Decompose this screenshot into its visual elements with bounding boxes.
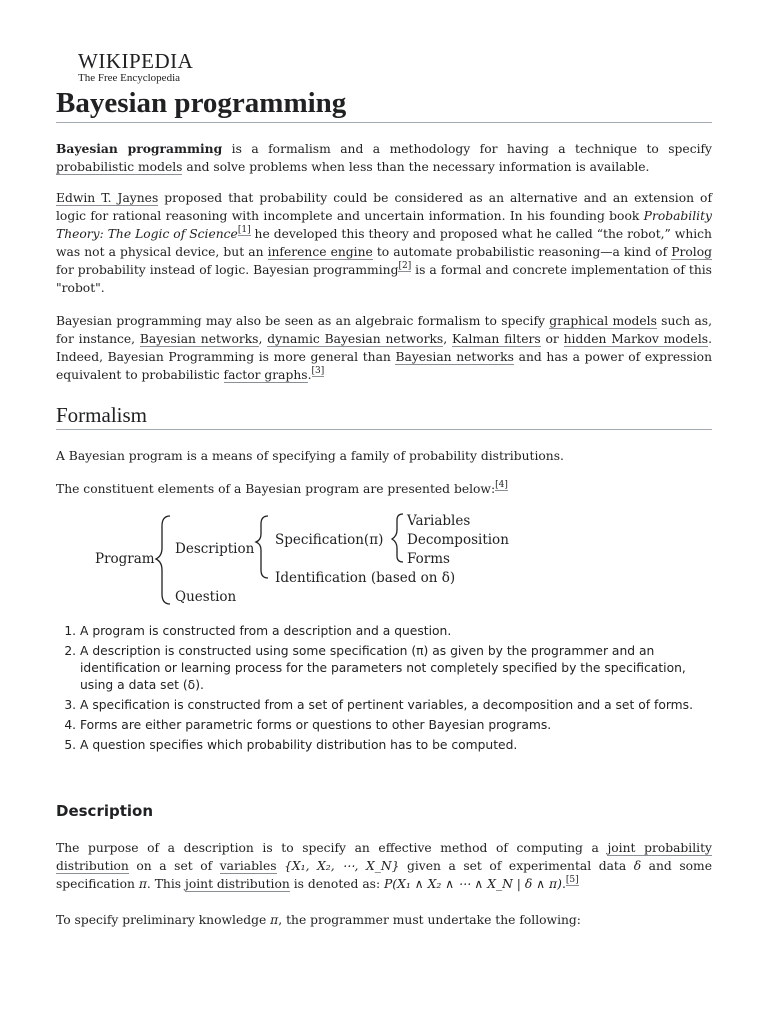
text: , the programmer must undertake the following: bbox=[278, 913, 581, 927]
text: to automate probabilistic reasoning—a kind of bbox=[372, 245, 672, 259]
text: , bbox=[443, 332, 452, 346]
link-inference-engine[interactable]: inference engine bbox=[267, 245, 373, 259]
text: and has a power of expression equivalent to probabilistic bbox=[56, 350, 712, 382]
wikipedia-logo[interactable] bbox=[78, 50, 193, 84]
text: The purpose of a description is to specify an effective method of computing a bbox=[56, 841, 608, 855]
ref-3[interactable]: [3] bbox=[311, 366, 325, 376]
ref-4[interactable]: [4] bbox=[495, 480, 508, 490]
math-joint-expression: P(X₁ ∧ X₂ ∧ ⋯ ∧ X_N | δ ∧ π) bbox=[384, 877, 562, 891]
link-hidden-markov-models[interactable]: hidden Markov models bbox=[563, 332, 709, 346]
link-dynamic-bayesian-networks[interactable]: dynamic Bayesian networks bbox=[267, 332, 444, 346]
formalism-heading bbox=[56, 401, 712, 430]
diagram-decomposition: Decomposition bbox=[407, 532, 509, 548]
diagram-program: Program bbox=[95, 551, 155, 567]
description-paragraph-1 bbox=[56, 839, 712, 893]
text: is a formalism and a methodology for having a technique to specify bbox=[222, 142, 713, 156]
text: and some specification bbox=[56, 859, 712, 891]
diagram-variables: Variables bbox=[407, 513, 471, 529]
text: . Indeed, Bayesian Programming is more general than bbox=[56, 332, 712, 364]
text: proposed that probability could be considered as an alternative and an extension of logic for rational reasoning with incomplete and uncertain information. In his founding book bbox=[56, 191, 713, 223]
math-pi: π bbox=[138, 877, 147, 891]
link-edwin-jaynes[interactable]: Edwin T. Jaynes bbox=[56, 191, 159, 205]
text: and solve problems when less than the necessary information is available. bbox=[182, 160, 650, 174]
text: Bayesian programming may also be seen as an algebraic formalism to specify bbox=[56, 314, 550, 328]
text: , bbox=[258, 332, 268, 346]
link-prolog[interactable]: Prolog bbox=[671, 245, 712, 259]
list-item: 3. A specification is constructed from a set of pertinent variables, a decomposition and a set of forms. bbox=[80, 697, 712, 714]
section-heading: Formalism bbox=[56, 401, 712, 430]
text: . bbox=[307, 368, 312, 382]
text: such as, for instance, bbox=[56, 314, 712, 346]
link-bayesian-networks[interactable]: Bayesian networks bbox=[139, 332, 259, 346]
program-structure-diagram bbox=[90, 508, 530, 612]
intro-paragraph-2 bbox=[56, 189, 712, 297]
diagram-identification: Identification (based on δ) bbox=[275, 570, 456, 586]
list-item: 1. A program is constructed from a description and a question. bbox=[80, 623, 712, 640]
link-graphical-models[interactable]: graphical models bbox=[549, 314, 657, 328]
formalism-paragraph-1 bbox=[56, 447, 712, 465]
formalism-list bbox=[56, 623, 712, 757]
math-pi: π bbox=[270, 913, 279, 927]
list-item: 4. Forms are either parametric forms or questions to other Bayesian programs. bbox=[80, 717, 712, 734]
page-title: Bayesian programming bbox=[56, 84, 712, 123]
text: or bbox=[540, 332, 564, 346]
brace-specification bbox=[392, 514, 403, 562]
link-factor-graphs[interactable]: factor graphs bbox=[223, 368, 308, 382]
math-variable-set: {X₁, X₂, ⋯, X_N} bbox=[284, 859, 400, 873]
formalism-paragraph-2 bbox=[56, 480, 712, 498]
diagram-description: Description bbox=[175, 541, 255, 557]
book-title: Probability Theory: The Logic of Science bbox=[56, 209, 712, 241]
text: for probability instead of logic. Bayesian programming bbox=[56, 263, 399, 277]
link-kalman-filters[interactable]: Kalman filters bbox=[451, 332, 541, 346]
link-joint-distribution[interactable]: joint distribution bbox=[185, 877, 290, 891]
link-bayesian-networks-2[interactable]: Bayesian networks bbox=[395, 350, 514, 364]
brace-program bbox=[156, 516, 170, 604]
math-delta: δ bbox=[633, 859, 642, 873]
intro-paragraph-1 bbox=[56, 140, 712, 176]
text: A Bayesian program is a means of specifying a family of probability distributions. bbox=[56, 449, 564, 463]
ref-1[interactable]: [1] bbox=[237, 225, 251, 235]
link-probabilistic-models[interactable]: probabilistic models bbox=[56, 160, 183, 174]
text: The constituent elements of a Bayesian program are presented below: bbox=[56, 482, 496, 496]
text: he developed this theory and proposed what he called “the robot,” which was not a physical device, but an bbox=[56, 227, 712, 259]
description-paragraph-2 bbox=[56, 911, 712, 929]
text: is a formal and concrete implementation of this "robot". bbox=[56, 263, 712, 295]
diagram-forms: Forms bbox=[407, 551, 450, 567]
link-variables[interactable]: variables bbox=[219, 859, 277, 873]
text: . bbox=[561, 877, 566, 891]
text: given a set of experimental data bbox=[399, 859, 634, 873]
ref-2[interactable]: [2] bbox=[398, 261, 412, 271]
subsection-heading: Description bbox=[56, 802, 154, 820]
link-joint-probability-distribution[interactable]: joint probability distribution bbox=[56, 841, 712, 873]
logo-title: WIKIPEDIA bbox=[78, 49, 194, 73]
bold-term: Bayesian programming bbox=[56, 141, 223, 156]
list-item: 2. A description is constructed using some specification (π) as given by the programmer and an identification or learning process for the parameters not completely specified by the specification, using a data set (δ). bbox=[80, 643, 712, 694]
intro-paragraph-3 bbox=[56, 312, 712, 384]
brace-description bbox=[256, 516, 268, 578]
logo-subtitle: The Free Encyclopedia bbox=[78, 72, 181, 84]
description-heading bbox=[56, 801, 712, 821]
list-item: 5. A question specifies which probability distribution has to be computed. bbox=[80, 737, 712, 754]
diagram-specification: Specification(π) bbox=[275, 532, 384, 548]
text: is denoted as: bbox=[289, 877, 385, 891]
text: . This bbox=[146, 877, 185, 891]
text: on a set of bbox=[128, 859, 220, 873]
diagram-question: Question bbox=[175, 589, 237, 605]
text: To specify preliminary knowledge bbox=[56, 913, 271, 927]
ref-5[interactable]: [5] bbox=[565, 875, 579, 885]
